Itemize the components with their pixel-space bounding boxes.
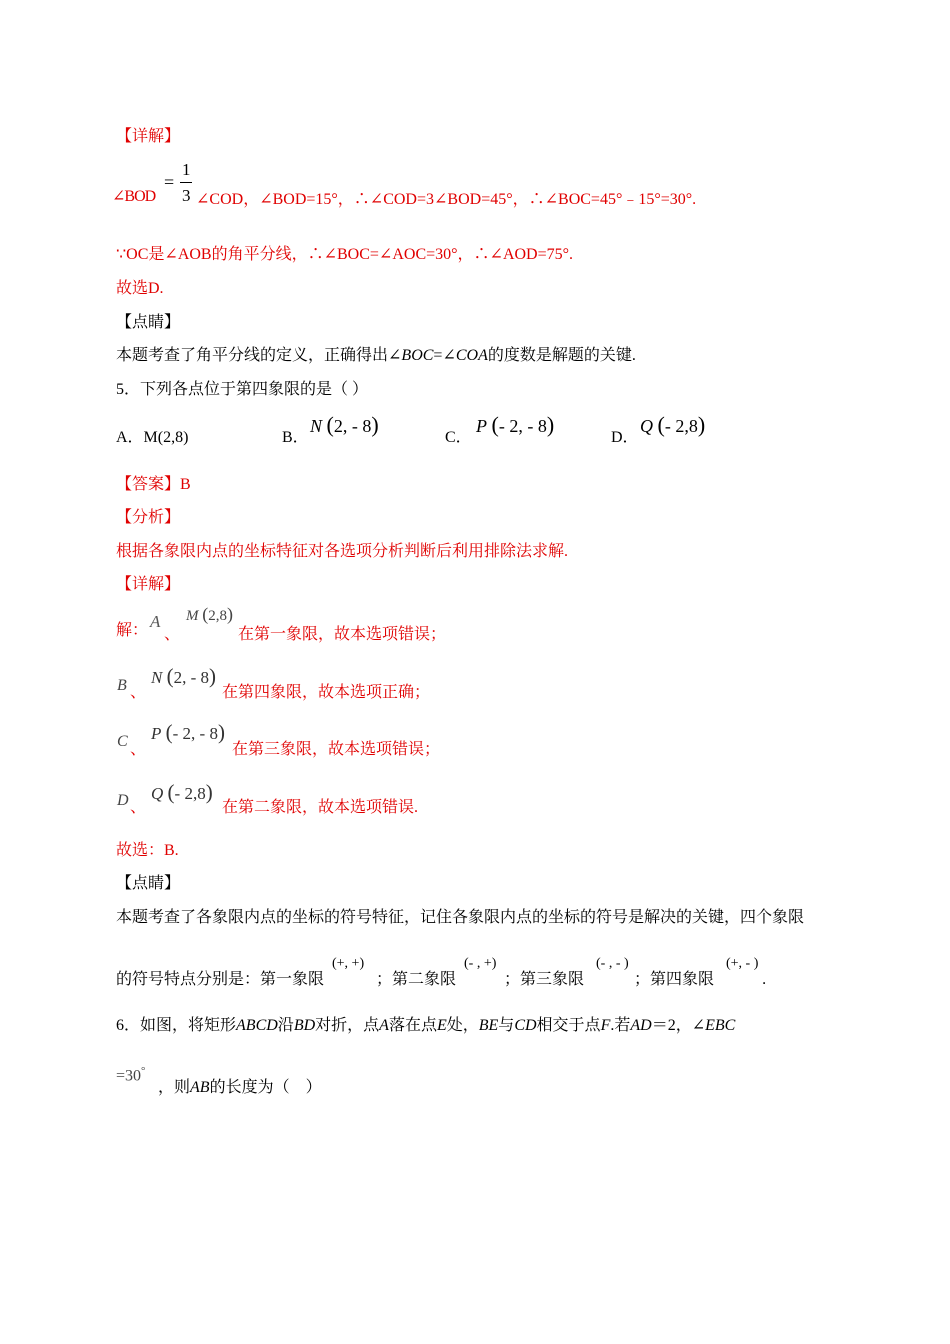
sol-d-sep: 、	[130, 799, 147, 816]
tip-text-b: =∠	[433, 347, 456, 364]
q6-text: 处，	[446, 1017, 479, 1034]
point-coords: 2, - 8	[173, 668, 210, 687]
q5-stem: 5．下列各点位于第四象限的是（ ）	[116, 381, 369, 398]
tip-line2-b: ；第二象限	[376, 971, 457, 988]
sign-quadrant-1: (+, +)	[332, 956, 365, 971]
q6-math: CD	[514, 1017, 537, 1034]
sol-c-text: 在第三象限，故本选项错误；	[232, 741, 441, 758]
q6-math: AD	[630, 1017, 652, 1034]
q6-angle-value	[116, 1065, 145, 1085]
q6-math: EBC	[705, 1017, 736, 1034]
q5-answer: 【答案】B	[116, 476, 191, 493]
q6-stem-line2	[158, 1078, 322, 1098]
q6-text: .若	[610, 1017, 631, 1034]
q6-text: 对折，点	[315, 1017, 380, 1034]
point-coords: - 2,8	[174, 784, 206, 803]
q5-analysis-heading: 【分析】	[116, 509, 181, 526]
math-boc: BOC	[401, 347, 434, 364]
point-letter: N	[310, 416, 323, 436]
sol-d-text: 在第二象限，故本选项错误.	[222, 799, 419, 816]
q5-option-a: A．M(2,8)	[116, 429, 189, 446]
q5-option-d-point: Q (- 2,8)	[640, 412, 706, 437]
bod-prefix: ∠BOD	[112, 188, 156, 205]
point-letter: N	[151, 668, 163, 687]
q6-text: ＝2，∠	[651, 1017, 706, 1034]
sol-a-letter: A	[150, 612, 161, 631]
fraction-bar	[180, 182, 192, 183]
sol-d-point: Q (- 2,8)	[151, 780, 213, 804]
tip-line2-c: ；第三象限	[504, 971, 585, 988]
q6-math: BE	[478, 1017, 499, 1034]
q6-math: E	[436, 1017, 447, 1034]
sign-quadrant-3: (- , - )	[596, 956, 629, 971]
q6-math: BD	[293, 1017, 316, 1034]
sign-quadrant-4: (+, - )	[726, 956, 759, 971]
sol-a-text: 在第一象限，故本选项错误；	[238, 626, 447, 643]
q5-choice: 故选：B.	[116, 842, 179, 859]
q6-text: 沿	[277, 1017, 294, 1034]
detail-heading: 【详解】	[116, 128, 181, 145]
point-coords: - 2, - 8	[172, 724, 218, 743]
tip-line2-e: .	[762, 971, 767, 988]
tip-text	[116, 346, 636, 366]
point-letter: P	[476, 416, 487, 436]
point-letter: Q	[151, 784, 164, 803]
q6-text: 与	[498, 1017, 515, 1034]
point-letter: Q	[640, 416, 653, 436]
q5-tip-line2	[116, 970, 766, 990]
sol-a-sep: 、	[164, 626, 181, 643]
q5-option-c-point: P (- 2, - 8)	[476, 412, 555, 437]
sol-d-letter: D	[117, 792, 129, 809]
q6-math: A	[379, 1017, 389, 1034]
q6-text: 6．如图，将矩形	[116, 1017, 237, 1034]
fraction-numerator: 1	[182, 160, 191, 179]
q6-text: 的长度为（ ）	[209, 1079, 322, 1096]
sol-b-text: 在第四象限，故本选项正确；	[222, 684, 431, 701]
q5-analysis: 根据各象限内点的坐标特征对各选项分析判断后利用排除法求解.	[116, 543, 569, 560]
sign-quadrant-2: (- , +)	[464, 956, 497, 971]
q6-math: AB	[190, 1079, 210, 1096]
point-coords: - 2, - 8	[498, 416, 547, 436]
point-letter: M	[186, 608, 199, 624]
tip-heading: 【点睛】	[116, 314, 181, 331]
choice-line: 故选D.	[116, 280, 164, 297]
sol-c-sep: 、	[130, 741, 147, 758]
tip-line2-d: ；第四象限	[634, 971, 715, 988]
point-coords: 2, - 8	[333, 416, 372, 436]
q5-detail-heading: 【详解】	[116, 576, 181, 593]
q6-text: 落在点	[388, 1017, 437, 1034]
q5-option-d-label: D．	[611, 429, 639, 446]
q6-text: ，则	[158, 1079, 191, 1096]
point-coords: 2,8	[208, 608, 227, 624]
equals-sign: =	[164, 172, 175, 192]
tip-text-c: 的度数是解题的关键.	[487, 347, 636, 364]
degree-mark: °	[141, 1065, 146, 1077]
q5-sol-prefix: 解：	[116, 622, 149, 639]
q5-option-b-point: N (2, - 8)	[310, 412, 379, 437]
tip-text-a: 本题考查了角平分线的定义，正确得出∠	[116, 347, 402, 364]
math-coa: COA	[455, 347, 488, 364]
solution-line-2: ∵OC是∠AOB的角平分线，∴∠BOC=∠AOC=30°，∴∠AOD=75°.	[116, 246, 574, 263]
sol-c-letter: C	[117, 733, 128, 750]
sol-b-letter: B	[117, 677, 127, 694]
q6-math: ABCD	[236, 1017, 278, 1034]
line1-rest: ∠COD，∠BOD=15°，∴∠COD=3∠BOD=45°，∴∠BOC=45°﹣15°=30°.	[196, 191, 697, 208]
q5-option-c-label: C．	[445, 429, 472, 446]
angle-number: =30	[116, 1067, 142, 1085]
sol-a-point: M (2,8)	[186, 604, 233, 624]
sol-c-point: P (- 2, - 8)	[151, 720, 225, 744]
q5-tip-heading: 【点睛】	[116, 875, 181, 892]
sol-b-point: N (2, - 8)	[151, 664, 217, 688]
sol-b-sep-mark: 、	[130, 684, 147, 701]
q5-tip-line1: 本题考查了各象限内点的坐标的符号特征，记住各象限内点的坐标的符号是解决的关键，四个象限	[116, 909, 805, 926]
q6-stem-line1	[116, 1016, 735, 1036]
tip-line2-a: 的符号特点分别是：第一象限	[116, 971, 325, 988]
point-coords: - 2,8	[664, 416, 698, 436]
fraction-denominator: 3	[182, 186, 191, 205]
formula-line-1	[112, 160, 756, 210]
point-letter: P	[151, 724, 162, 743]
q6-math: F	[600, 1017, 611, 1034]
q6-text: 相交于点	[536, 1017, 601, 1034]
q5-option-b-label: B．	[282, 429, 309, 446]
